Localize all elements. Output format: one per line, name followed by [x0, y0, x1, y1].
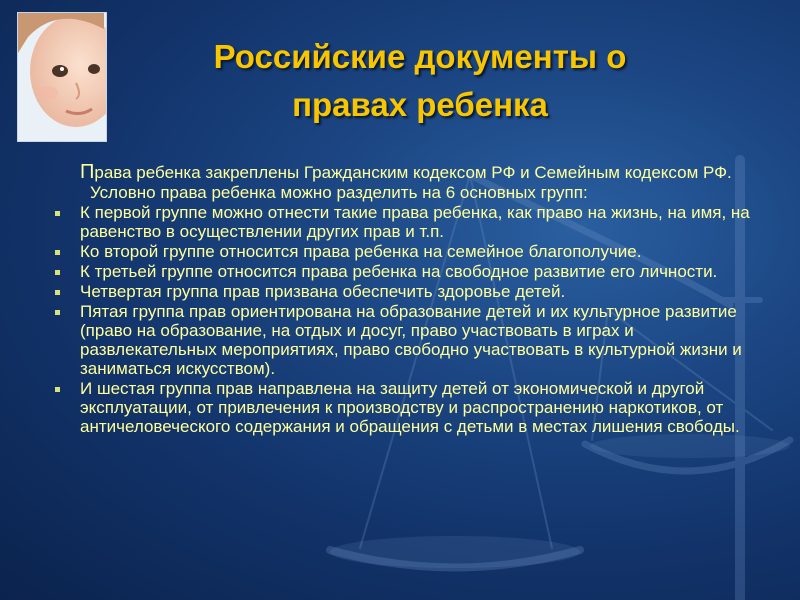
list-item: [55, 242, 755, 261]
slide-body: [55, 163, 755, 436]
square-bullet-icon: [55, 387, 60, 392]
intro-text: рава ребенка закреплены Гражданским кодексом РФ и Семейным кодексом РФ.: [94, 163, 732, 182]
list-item-text: Четвертая группа прав призвана обеспечить здоровье детей.: [80, 282, 566, 301]
square-bullet-icon: [55, 250, 60, 255]
square-bullet-icon: [55, 290, 60, 295]
slide-title-line-1: Российские документы о: [213, 38, 627, 75]
list-item-text: Ко второй группе относится права ребенка на семейное благополучие.: [80, 242, 642, 261]
intro-paragraph: [55, 163, 755, 182]
list-item-text: К третьей группе относится права ребенка на свободное развитие его личности.: [80, 262, 718, 281]
list-item: [55, 379, 755, 436]
list-item-text: Пятая группа прав ориентирована на образование детей и их культурное развитие (право на образование, на отдых и досуг, право участвовать в играх и развлекательных мероприятиях, право свободно участвовать в культурной жизни и заниматься искусством).: [80, 302, 742, 378]
list-item: [55, 302, 755, 378]
square-bullet-icon: [55, 270, 60, 275]
slide-title: [120, 33, 720, 129]
list-item: [55, 203, 755, 241]
child-face-photo: [17, 12, 107, 142]
rights-groups-list: [55, 203, 755, 436]
list-item: [55, 262, 755, 281]
square-bullet-icon: [55, 211, 60, 216]
square-bullet-icon: [55, 310, 60, 315]
groups-intro: Условно права ребенка можно разделить на 6 основных групп:: [90, 183, 588, 202]
intro-first-letter: П: [80, 161, 95, 183]
list-item-text: К первой группе можно отнести такие права ребенка, как право на жизнь, на имя, на равенство в осуществлении других прав и т.п.: [80, 203, 750, 241]
slide-title-line-2: правах ребенка: [292, 86, 548, 123]
list-item-text: И шестая группа прав направлена на защиту детей от экономической и другой эксплуатации, от привлечения к производству и распространению наркотиков, от античеловеческого содержания и обращения с детьми в местах лишения свободы.: [80, 379, 740, 436]
list-item: [55, 282, 755, 301]
